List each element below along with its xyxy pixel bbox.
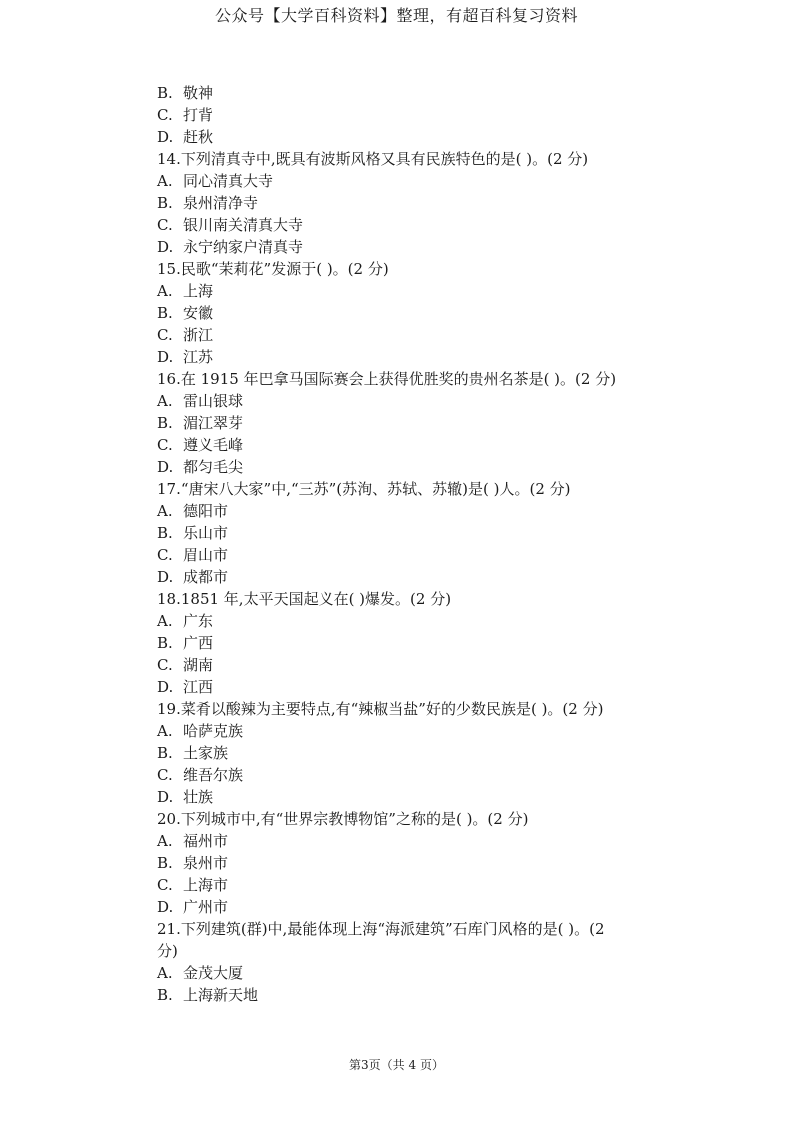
option-text: 广西 [183,634,214,652]
answer-option [157,412,677,434]
option-text: 打背 [183,106,214,124]
option-text: 泉州清净寺 [183,194,259,212]
answer-option [157,544,677,566]
answer-option [157,236,677,258]
option-letter: C. [157,436,173,454]
question-text: 16.在 1915 年巴拿马国际赛会上获得优胜奖的贵州名茶是( )。(2 分) [157,370,617,388]
option-letter: A. [157,612,173,630]
option-letter: C. [157,876,173,894]
option-text: 上海 [183,282,214,300]
question-text: 17.“唐宋八大家”中,“三苏”(苏洵、苏轼、苏辙)是( )人。(2 分) [157,480,571,498]
option-letter: C. [157,546,173,564]
option-letter: B. [157,304,173,322]
option-text: 眉山市 [183,546,229,564]
answer-option [157,302,677,324]
option-text: 江苏 [183,348,214,366]
answer-option [157,456,677,478]
option-letter: D. [157,788,174,806]
option-letter: D. [157,238,174,256]
option-letter: B. [157,634,173,652]
option-letter: D. [157,678,174,696]
answer-option [157,896,677,918]
option-letter: A. [157,282,173,300]
option-text: 成都市 [183,568,229,586]
option-letter: D. [157,458,174,476]
answer-option [157,874,677,896]
answer-option [157,720,677,742]
option-text: 广东 [183,612,214,630]
option-letter: A. [157,722,173,740]
answer-option [157,214,677,236]
option-letter: B. [157,854,173,872]
question-list [157,82,677,1006]
option-text: 德阳市 [183,502,229,520]
option-text: 乐山市 [183,524,229,542]
option-text: 壮族 [183,788,214,806]
option-text: 浙江 [183,326,214,344]
answer-option [157,126,677,148]
option-letter: D. [157,568,174,586]
option-text: 江西 [183,678,214,696]
answer-option [157,170,677,192]
option-letter: B. [157,744,173,762]
question-text: 15.民歌“茉莉花”发源于( )。(2 分) [157,260,389,278]
option-text: 福州市 [183,832,229,850]
option-text: 雷山银球 [183,392,244,410]
option-text: 都匀毛尖 [183,458,244,476]
option-letter: C. [157,766,173,784]
page-header: 公众号【大学百科资料】整理，有超百科复习资料 [214,6,578,25]
question-text: 分) [157,942,178,960]
answer-option [157,192,677,214]
option-letter: A. [157,832,173,850]
option-text: 广州市 [183,898,229,916]
answer-option [157,962,677,984]
answer-option [157,742,677,764]
option-text: 安徽 [183,304,214,322]
option-letter: C. [157,326,173,344]
answer-option [157,280,677,302]
option-letter: D. [157,128,174,146]
answer-option [157,676,677,698]
question-text: 18.1851 年,太平天国起义在( )爆发。(2 分) [157,590,452,608]
option-text: 遵义毛峰 [183,436,244,454]
option-text: 上海新天地 [183,986,259,1004]
option-text: 泉州市 [183,854,229,872]
answer-option [157,852,677,874]
option-letter: D. [157,898,174,916]
option-text: 哈萨克族 [183,722,244,740]
option-letter: A. [157,502,173,520]
option-letter: B. [157,986,173,1004]
option-letter: B. [157,414,173,432]
page-footer: 第3页（共 4 页） [349,1058,444,1072]
option-text: 银川南关清真大寺 [183,216,304,234]
answer-option [157,610,677,632]
answer-option [157,566,677,588]
question-text: 20.下列城市中,有“世界宗教博物馆”之称的是( )。(2 分) [157,810,529,828]
option-text: 赶秋 [183,128,214,146]
question-text: 14.下列清真寺中,既具有波斯风格又具有民族特色的是( )。(2 分) [157,150,589,168]
answer-option [157,654,677,676]
answer-option [157,786,677,808]
answer-option [157,104,677,126]
answer-option [157,324,677,346]
option-text: 湖南 [183,656,214,674]
answer-option [157,434,677,456]
option-letter: C. [157,216,173,234]
question-text: 21.下列建筑(群)中,最能体现上海“海派建筑”石库门风格的是( )。(2 [157,920,605,938]
answer-option [157,764,677,786]
option-letter: C. [157,106,173,124]
option-letter: A. [157,172,173,190]
option-text: 维吾尔族 [183,766,244,784]
option-text: 永宁纳家户清真寺 [183,238,304,256]
option-text: 湄江翠芽 [183,414,244,432]
option-letter: A. [157,964,173,982]
answer-option [157,830,677,852]
option-text: 同心清真大寺 [183,172,274,190]
option-letter: A. [157,392,173,410]
answer-option [157,984,677,1006]
option-letter: B. [157,84,173,102]
option-letter: D. [157,348,174,366]
answer-option [157,82,677,104]
option-letter: B. [157,524,173,542]
answer-option [157,390,677,412]
option-letter: C. [157,656,173,674]
option-text: 金茂大厦 [183,964,244,982]
answer-option [157,632,677,654]
option-text: 上海市 [183,876,229,894]
answer-option [157,346,677,368]
answer-option [157,522,677,544]
question-text: 19.菜肴以酸辣为主要特点,有“辣椒当盐”好的少数民族是( )。(2 分) [157,700,604,718]
option-text: 土家族 [183,744,229,762]
option-text: 敬神 [183,84,214,102]
answer-option [157,500,677,522]
option-letter: B. [157,194,173,212]
